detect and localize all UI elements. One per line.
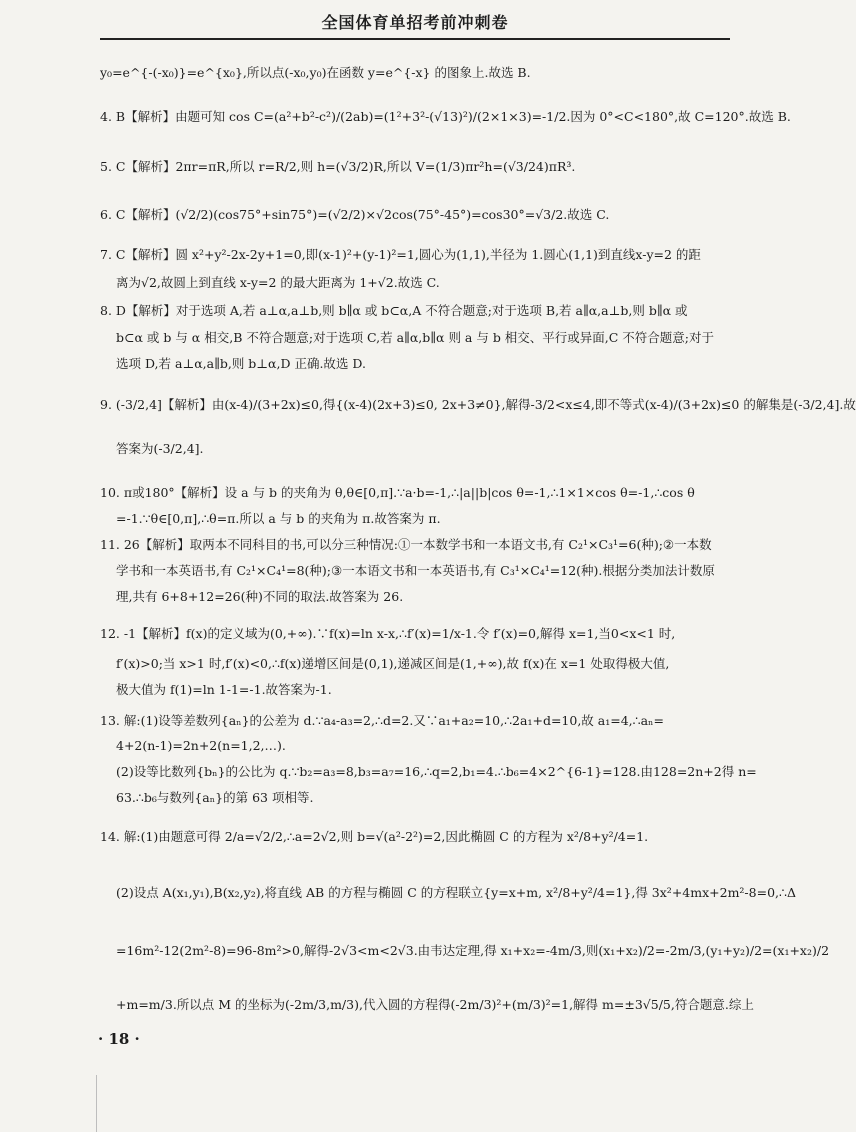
answer-13-line: (2)设等比数列{bₙ}的公比为 q.∵b₂=a₃=8,b₃=a₇=16,∴q=2,b₁=4.∴b₆=4×2^{6-1}=128.由128=2n+2得 n= — [116, 764, 757, 779]
answer-13-line: 4+2(n-1)=2n+2(n=1,2,…). — [116, 738, 286, 753]
answer-14-line: 14. 解:(1)由题意可得 2/a=√2/2,∴a=2√2,则 b=√(a²-2²)=2,因此椭圆 C 的方程为 x²/8+y²/4=1. — [100, 829, 649, 844]
answer-13-line: 13. 解:(1)设等差数列{aₙ}的公差为 d.∵a₄-a₃=2,∴d=2.又∵a₁+a₂=10,∴2a₁+d=10,故 a₁=4,∴aₙ= — [100, 713, 664, 728]
answer-12-line: 极大值为 f(1)=ln 1-1=-1.故答案为-1. — [116, 682, 332, 697]
answer-10-line: 10. π或180°【解析】设 a 与 b 的夹角为 θ,θ∈[0,π].∵a·b=-1,∴|a||b|cos θ=-1,∴1×1×cos θ=-1,∴cos θ — [100, 485, 695, 500]
answer-14-line: (2)设点 A(x₁,y₁),B(x₂,y₂),将直线 AB 的方程与椭圆 C 的方程联立{y=x+m, x²/8+y²/4=1},得 3x²+4mx+2m²-8=0,∴Δ — [116, 885, 796, 900]
answer-9-line: 答案为(-3/2,4]. — [116, 441, 204, 456]
answer-9-line: 9. (-3/2,4]【解析】由(x-4)/(3+2x)≤0,得{(x-4)(2x+3)≤0, 2x+3≠0},解得-3/2<x≤4,即不等式(x-4)/(3+2x)≤0 的解集是(-3/2,4].故 — [100, 397, 856, 412]
page-header-title: 全国体育单招考前冲刺卷 — [100, 8, 730, 40]
answer-7-line: 7. C【解析】圆 x²+y²-2x-2y+1=0,即(x-1)²+(y-1)²=1,圆心为(1,1),半径为 1.圆心(1,1)到直线x-y=2 的距 — [100, 247, 701, 262]
answer-8-line: 8. D【解析】对于选项 A,若 a⊥α,a⊥b,则 b∥α 或 b⊂α,A 不符合题意;对于选项 B,若 a∥α,a⊥b,则 b∥α 或 — [100, 303, 688, 318]
answer-8-line: 选项 D,若 a⊥α,a∥b,则 b⊥α,D 正确.故选 D. — [116, 356, 366, 371]
text-line: y₀=e^{-(-x₀)}=e^{x₀},所以点(-x₀,y₀)在函数 y=e^{-x} 的图象上.故选 B. — [100, 65, 531, 80]
answer-4-line: 4. B【解析】由题可知 cos C=(a²+b²-c²)/(2ab)=(1²+3²-(√13)²)/(2×1×3)=-1/2.因为 0°<C<180°,故 C=120°.故选 B. — [100, 109, 791, 124]
answer-7-line: 离为√2,故圆上到直线 x-y=2 的最大距离为 1+√2.故选 C. — [116, 275, 440, 290]
answer-14-line: =16m²-12(2m²-8)=96-8m²>0,解得-2√3<m<2√3.由韦达定理,得 x₁+x₂=-4m/3,则(x₁+x₂)/2=-2m/3,(y₁+y₂)/2=(x₁+x₂)/2 — [116, 943, 830, 958]
answer-12-line: 12. -1【解析】f(x)的定义域为(0,+∞).∵f(x)=ln x-x,∴f′(x)=1/x-1.令 f′(x)=0,解得 x=1,当0<x<1 时, — [100, 626, 676, 641]
answer-14-line: +m=m/3.所以点 M 的坐标为(-2m/3,m/3),代入圆的方程得(-2m/3)²+(m/3)²=1,解得 m=±3√5/5,符合题意.综上 — [116, 997, 754, 1012]
answer-12-line: f′(x)>0;当 x>1 时,f′(x)<0,∴f(x)递增区间是(0,1),递减区间是(1,+∞),故 f(x)在 x=1 处取得极大值, — [116, 656, 670, 671]
answer-10-line: =-1.∵θ∈[0,π],∴θ=π.所以 a 与 b 的夹角为 π.故答案为 π. — [116, 511, 441, 526]
margin-rule — [96, 1075, 97, 1132]
answer-5-line: 5. C【解析】2πr=πR,所以 r=R/2,则 h=(√3/2)R,所以 V=(1/3)πr²h=(√3/24)πR³. — [100, 159, 576, 174]
page-number: · 18 · — [98, 1030, 140, 1048]
answer-13-line: 63.∴b₆与数列{aₙ}的第 63 项相等. — [116, 790, 314, 805]
answer-11-line: 11. 26【解析】取两本不同科目的书,可以分三种情况:①一本数学书和一本语文书,有 C₂¹×C₃¹=6(种);②一本数 — [100, 537, 712, 552]
answer-11-line: 学书和一本英语书,有 C₂¹×C₄¹=8(种);③一本语文书和一本英语书,有 C₃¹×C₄¹=12(种).根据分类加法计数原 — [116, 563, 715, 578]
answer-6-line: 6. C【解析】(√2/2)(cos75°+sin75°)=(√2/2)×√2cos(75°-45°)=cos30°=√3/2.故选 C. — [100, 207, 610, 222]
answer-11-line: 理,共有 6+8+12=26(种)不同的取法.故答案为 26. — [116, 589, 404, 604]
answer-8-line: b⊂α 或 b 与 α 相交,B 不符合题意;对于选项 C,若 a∥α,b∥α 则 a 与 b 相交、平行或异面,C 不符合题意;对于 — [116, 330, 715, 345]
